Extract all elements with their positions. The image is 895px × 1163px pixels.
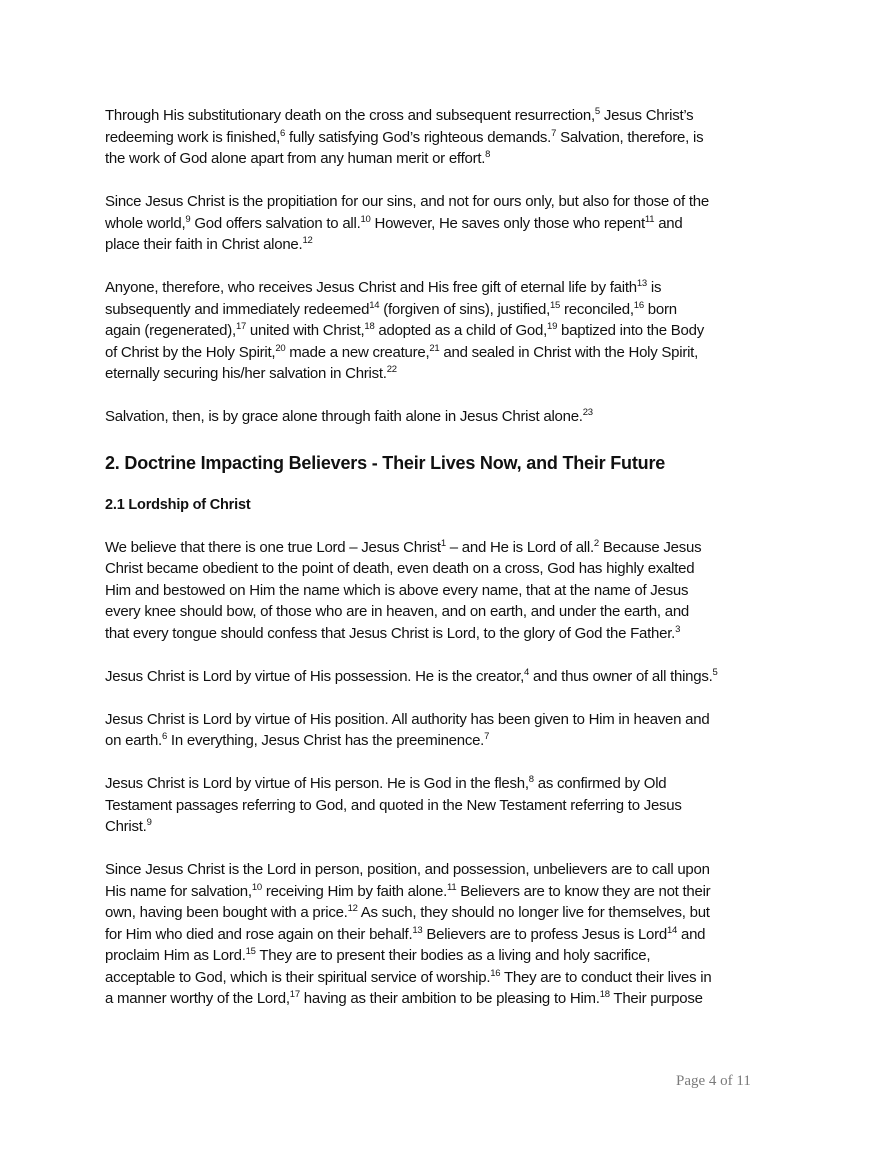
footnote-reference[interactable]: 9 — [185, 213, 191, 225]
text-run: – and He is Lord of all. — [445, 538, 594, 556]
text-line — [105, 363, 805, 385]
subsection-heading: 2.1 Lordship of Christ — [105, 496, 251, 513]
text-line — [105, 191, 805, 213]
text-run: Him and bestowed on Him the name which is above every name, that at the name of Jesus — [105, 581, 689, 599]
text-run: Jesus Christ’s — [599, 107, 694, 124]
text-run: subsequently and immediately redeemed — [105, 300, 370, 318]
footnote-reference[interactable]: 6 — [161, 731, 168, 742]
text-run: is — [646, 279, 662, 296]
text-line — [105, 105, 805, 127]
text-line — [105, 730, 805, 752]
text-line — [105, 988, 805, 1010]
text-run: a manner worthy of the Lord, — [105, 990, 290, 1007]
footnote-reference[interactable]: 12 — [302, 235, 313, 246]
text-run: every knee should bow, of those who are in heaven, and on earth, and under the earth, and — [105, 603, 690, 620]
section-heading: 2. Doctrine Impacting Believers - Their Lives Now, and Their Future — [105, 452, 666, 473]
footnote-reference[interactable]: 1 — [440, 537, 446, 549]
text-run: Salvation, then, is by grace alone through faith alone in Jesus Christ alone. — [105, 408, 583, 425]
text-run: and thus owner of all things. — [529, 667, 713, 685]
text-run: Their purpose — [609, 990, 703, 1007]
footnote-reference[interactable]: 8 — [485, 149, 491, 160]
text-line — [105, 601, 805, 623]
footnote-reference[interactable]: 12 — [347, 903, 358, 914]
text-line — [105, 795, 805, 817]
text-run: His name for salvation, — [105, 882, 252, 900]
footnote-reference[interactable]: 20 — [275, 342, 286, 354]
paragraph — [105, 773, 805, 838]
text-line — [105, 859, 805, 881]
footnote-reference[interactable]: 21 — [429, 342, 440, 354]
text-line — [105, 666, 805, 688]
document-page — [105, 105, 805, 1031]
text-run: Christ became obedient to the point of death, even death on a cross, God has highly exalted — [105, 560, 695, 577]
text-line — [105, 773, 805, 795]
footnote-reference[interactable]: 13 — [636, 278, 647, 289]
text-run: adopted as a child of God, — [374, 322, 548, 339]
footnote-reference[interactable]: 16 — [633, 299, 644, 311]
footnote-reference[interactable]: 14 — [369, 299, 380, 311]
footnote-reference[interactable]: 18 — [599, 989, 610, 1000]
footnote-reference[interactable]: 17 — [235, 321, 247, 332]
text-run: eternally securing his/her salvation in Christ. — [105, 365, 387, 382]
text-run: and — [654, 214, 683, 232]
text-run: Jesus Christ is Lord by virtue of His position. All authority has been given to Him in heaven and — [105, 710, 710, 728]
footnote-reference[interactable]: 15 — [549, 299, 561, 311]
text-line — [105, 320, 805, 342]
text-run: for Him who died and rose again on their behalf. — [105, 925, 413, 943]
paragraph — [105, 537, 805, 645]
footnote-reference[interactable]: 22 — [386, 364, 397, 375]
footnote-reference[interactable]: 5 — [594, 106, 600, 117]
paragraph — [105, 105, 805, 170]
text-run: In everything, Jesus Christ has the preeminence. — [167, 732, 485, 749]
footnote-reference[interactable]: 11 — [447, 881, 457, 893]
text-run: baptized into the Body — [557, 322, 704, 339]
text-run: proclaim Him as Lord. — [105, 947, 246, 964]
text-run: We believe that there is one true Lord – Jesus Christ — [105, 538, 441, 556]
text-line — [105, 127, 805, 149]
text-run: the work of God alone apart from any human merit or effort. — [105, 150, 486, 167]
text-line — [105, 945, 805, 967]
footnote-reference[interactable]: 2 — [593, 537, 599, 549]
text-line — [105, 537, 805, 559]
footnote-reference[interactable]: 18 — [364, 321, 375, 332]
text-run: born — [643, 300, 677, 318]
paragraph — [105, 859, 805, 1010]
text-run: having as their ambition to be pleasing to Him. — [299, 990, 600, 1007]
page-number: Page 4 of 11 — [676, 1073, 751, 1089]
footnote-reference[interactable]: 6 — [280, 127, 286, 139]
text-run: Christ. — [105, 818, 147, 835]
text-run: Jesus Christ is Lord by virtue of His person. He is God in the flesh, — [105, 775, 529, 792]
text-run: (forgiven of sins), justified, — [379, 300, 550, 318]
paragraph — [105, 406, 805, 428]
footnote-reference[interactable]: 23 — [582, 407, 593, 418]
footnote-reference[interactable]: 11 — [644, 213, 655, 225]
text-run: place their faith in Christ alone. — [105, 236, 303, 253]
text-run: Anyone, therefore, who receives Jesus Christ and His free gift of eternal life by faith — [105, 279, 637, 296]
text-line — [105, 623, 805, 645]
text-run: united with Christ, — [246, 322, 365, 339]
text-run: God offers salvation to all. — [190, 214, 361, 232]
footnote-reference[interactable]: 10 — [360, 213, 371, 225]
text-line — [105, 148, 805, 170]
text-line — [105, 902, 805, 924]
footnote-reference[interactable]: 19 — [547, 321, 558, 332]
text-line — [105, 277, 805, 299]
footnote-reference[interactable]: 15 — [245, 946, 256, 957]
text-run: of Christ by the Holy Spirit, — [105, 343, 276, 361]
text-run: receiving Him by faith alone. — [261, 882, 447, 900]
footnote-reference[interactable]: 8 — [528, 774, 534, 785]
footnote-reference[interactable]: 9 — [146, 817, 152, 828]
text-run: as confirmed by Old — [533, 775, 667, 792]
paragraph — [105, 709, 805, 752]
footnote-reference[interactable]: 10 — [251, 881, 262, 893]
text-run: redeeming work is finished, — [105, 128, 281, 146]
text-line — [105, 234, 805, 256]
text-run: on earth. — [105, 732, 162, 749]
section-2-body — [105, 537, 805, 1010]
footnote-reference[interactable]: 7 — [484, 731, 490, 742]
text-line — [105, 580, 805, 602]
text-run: Jesus Christ is Lord by virtue of His possession. He is the creator, — [105, 667, 525, 685]
paragraph — [105, 191, 805, 256]
footnote-reference[interactable]: 17 — [289, 989, 300, 1000]
text-run: Believers are to profess Jesus is Lord — [422, 925, 667, 943]
text-line — [105, 558, 805, 580]
text-run: Because Jesus — [598, 538, 702, 556]
text-line — [105, 406, 805, 428]
text-run: again (regenerated), — [105, 322, 236, 339]
footnote-reference[interactable]: 3 — [675, 623, 681, 635]
text-run: made a new creature, — [285, 343, 430, 361]
text-run: that every tongue should confess that Jesus Christ is Lord, to the glory of God the Father. — [105, 624, 676, 642]
paragraph — [105, 666, 805, 688]
footnote-reference[interactable]: 14 — [666, 924, 678, 936]
text-run: Since Jesus Christ is the propitiation for our sins, and not for ours only, but also for those of the — [105, 193, 709, 210]
text-run: Since Jesus Christ is the Lord in person, position, and possession, unbelievers are to call upon — [105, 861, 710, 878]
text-run: Testament passages referring to God, and quoted in the New Testament referring to Jesus — [105, 796, 682, 814]
text-run: whole world, — [105, 214, 186, 232]
section-1-body — [105, 105, 805, 428]
text-run: Through His substitutionary death on the cross and subsequent resurrection, — [105, 107, 595, 124]
footnote-reference[interactable]: 4 — [524, 666, 530, 678]
footnote-reference[interactable]: 16 — [490, 967, 501, 979]
text-run: fully satisfying God’s righteous demands. — [285, 128, 552, 146]
text-line — [105, 967, 805, 989]
footnote-reference[interactable]: 5 — [712, 666, 718, 678]
footnote-reference[interactable]: 7 — [551, 127, 557, 139]
text-line — [105, 299, 805, 321]
text-line — [105, 213, 805, 235]
text-run: and — [677, 925, 706, 943]
text-run: reconciled, — [560, 300, 634, 318]
text-run: They are to present their bodies as a living and holy sacrifice, — [255, 947, 651, 964]
text-line — [105, 342, 805, 364]
text-line — [105, 881, 805, 903]
text-run: However, He saves only those who repent — [370, 214, 645, 232]
text-line — [105, 709, 805, 731]
text-line — [105, 924, 805, 946]
paragraph — [105, 277, 805, 385]
text-run: and sealed in Christ with the Holy Spirit, — [439, 343, 699, 361]
footnote-reference[interactable]: 13 — [412, 924, 423, 936]
text-line — [105, 816, 805, 838]
text-run: As such, they should no longer live for themselves, but — [357, 904, 710, 921]
text-run: They are to conduct their lives in — [500, 968, 712, 986]
text-run: Salvation, therefore, is — [556, 128, 704, 146]
text-run: acceptable to God, which is their spiritual service of worship. — [105, 968, 491, 986]
text-run: Believers are to know they are not their — [456, 882, 711, 900]
text-run: own, having been bought with a price. — [105, 904, 348, 921]
